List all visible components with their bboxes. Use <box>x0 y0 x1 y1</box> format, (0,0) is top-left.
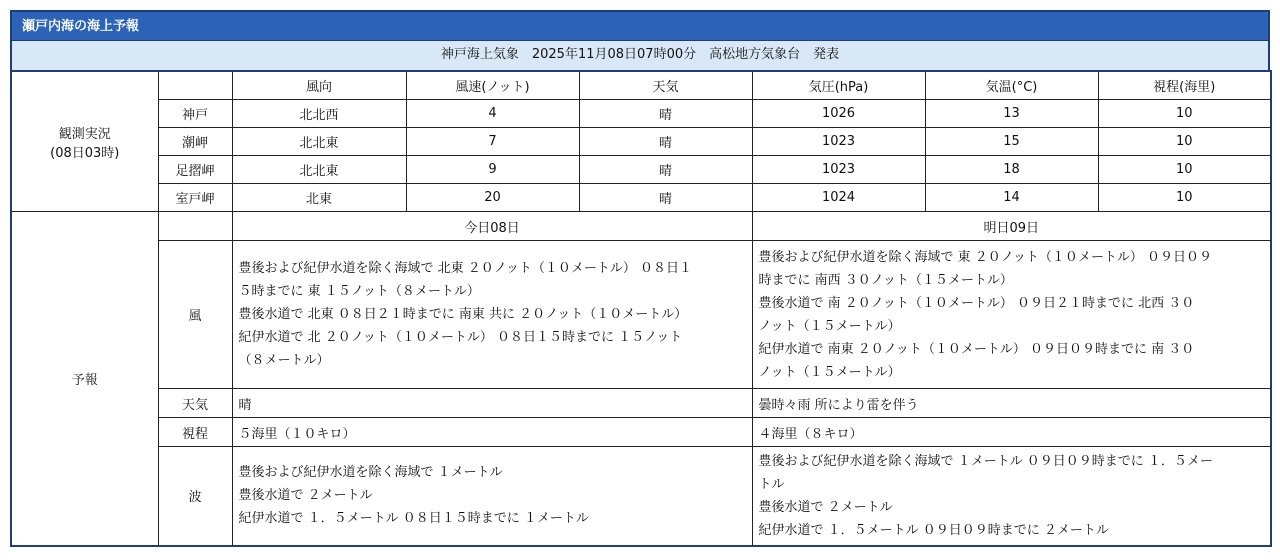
header-visibility: 視程(海里) <box>1098 71 1271 100</box>
tomorrow-header: 明日09日 <box>752 212 1271 241</box>
weather-cell: 晴 <box>579 184 752 212</box>
weather-forecast-row <box>11 389 1271 418</box>
temperature-cell: 18 <box>925 156 1098 184</box>
header-blank <box>158 212 232 241</box>
today-weather-text: 晴 <box>232 389 752 418</box>
header-blank <box>158 71 232 100</box>
visibility-cell: 10 <box>1098 184 1271 212</box>
page-title: 瀬戸内海の海上予報 <box>10 10 1270 40</box>
header-pressure: 気圧(hPa) <box>752 71 925 100</box>
header-wind-direction: 風向 <box>232 71 406 100</box>
issue-info: 神戸海上気象 2025年11月08日07時00分 高松地方気象台 発表 <box>10 40 1270 70</box>
wind-speed-cell: 7 <box>406 128 579 156</box>
tomorrow-visibility-text: ４海里（８キロ） <box>752 418 1271 447</box>
pressure-cell: 1023 <box>752 128 925 156</box>
temperature-cell: 14 <box>925 184 1098 212</box>
weather-label: 天気 <box>158 389 232 418</box>
today-visibility-text: ５海里（１０キロ） <box>232 418 752 447</box>
wind-speed-cell: 4 <box>406 100 579 128</box>
wind-direction-cell: 北北西 <box>232 100 406 128</box>
today-wind-text: 豊後および紀伊水道を除く海域で 北東 ２０ノット（１０メートル） ０８日１ ５時までに 東 １５ノット（８メートル） 豊後水道で 北東 ０８日２１時までに 南東 共に ２０ノット（１０メートル） 紀伊水道で 北 ２０ノット（１０メートル） ０８日１５時までに １５ノット （８メートル） <box>232 241 752 389</box>
wind-speed-cell: 9 <box>406 156 579 184</box>
forecast-table <box>10 70 1272 547</box>
visibility-forecast-row <box>11 418 1271 447</box>
observation-label: 観測実況 (08日03時) <box>11 71 158 212</box>
weather-cell: 晴 <box>579 156 752 184</box>
weather-cell: 晴 <box>579 128 752 156</box>
wave-label: 波 <box>158 447 232 546</box>
pressure-cell: 1026 <box>752 100 925 128</box>
wind-direction-cell: 北東 <box>232 184 406 212</box>
tomorrow-wave-text: 豊後および紀伊水道を除く海域で １メートル ０９日０９時までに １．５メー トル 豊後水道で ２メートル 紀伊水道で １．５メートル ０９日０９時までに ２メートル <box>752 447 1271 546</box>
visibility-cell: 10 <box>1098 128 1271 156</box>
station-name: 室戸岬 <box>158 184 232 212</box>
tomorrow-wind-text: 豊後および紀伊水道を除く海域で 東 ２０ノット（１０メートル） ０９日０９ 時までに 南西 ３０ノット（１５メートル） 豊後水道で 南 ２０ノット（１０メートル） ０９日２１時までに 北西 ３０ ノット（１５メートル） 紀伊水道で 南東 ２０ノット（１０メートル） ０９日０９時までに 南 ３０ ノット（１５メートル） <box>752 241 1271 389</box>
today-wave-text: 豊後および紀伊水道を除く海域で １メートル 豊後水道で ２メートル 紀伊水道で １．５メートル ０８日１５時までに １メートル <box>232 447 752 546</box>
temperature-cell: 15 <box>925 128 1098 156</box>
wind-label: 風 <box>158 241 232 389</box>
observation-header-row <box>11 71 1271 100</box>
table-row <box>11 156 1271 184</box>
wind-direction-cell: 北北東 <box>232 128 406 156</box>
table-row <box>11 128 1271 156</box>
temperature-cell: 13 <box>925 100 1098 128</box>
forecast-header-row <box>11 212 1271 241</box>
header-temperature: 気温(°C) <box>925 71 1098 100</box>
header-wind-speed: 風速(ノット) <box>406 71 579 100</box>
marine-forecast-panel <box>10 10 1270 547</box>
tomorrow-weather-text: 曇時々雨 所により雷を伴う <box>752 389 1271 418</box>
station-name: 足摺岬 <box>158 156 232 184</box>
today-header: 今日08日 <box>232 212 752 241</box>
pressure-cell: 1023 <box>752 156 925 184</box>
station-name: 潮岬 <box>158 128 232 156</box>
weather-cell: 晴 <box>579 100 752 128</box>
visibility-cell: 10 <box>1098 156 1271 184</box>
header-weather: 天気 <box>579 71 752 100</box>
visibility-cell: 10 <box>1098 100 1271 128</box>
wind-forecast-row <box>11 241 1271 389</box>
visibility-label: 視程 <box>158 418 232 447</box>
table-row <box>11 100 1271 128</box>
wave-forecast-row <box>11 447 1271 546</box>
forecast-label: 予報 <box>11 212 158 546</box>
station-name: 神戸 <box>158 100 232 128</box>
wind-direction-cell: 北北東 <box>232 156 406 184</box>
table-row <box>11 184 1271 212</box>
wind-speed-cell: 20 <box>406 184 579 212</box>
pressure-cell: 1024 <box>752 184 925 212</box>
